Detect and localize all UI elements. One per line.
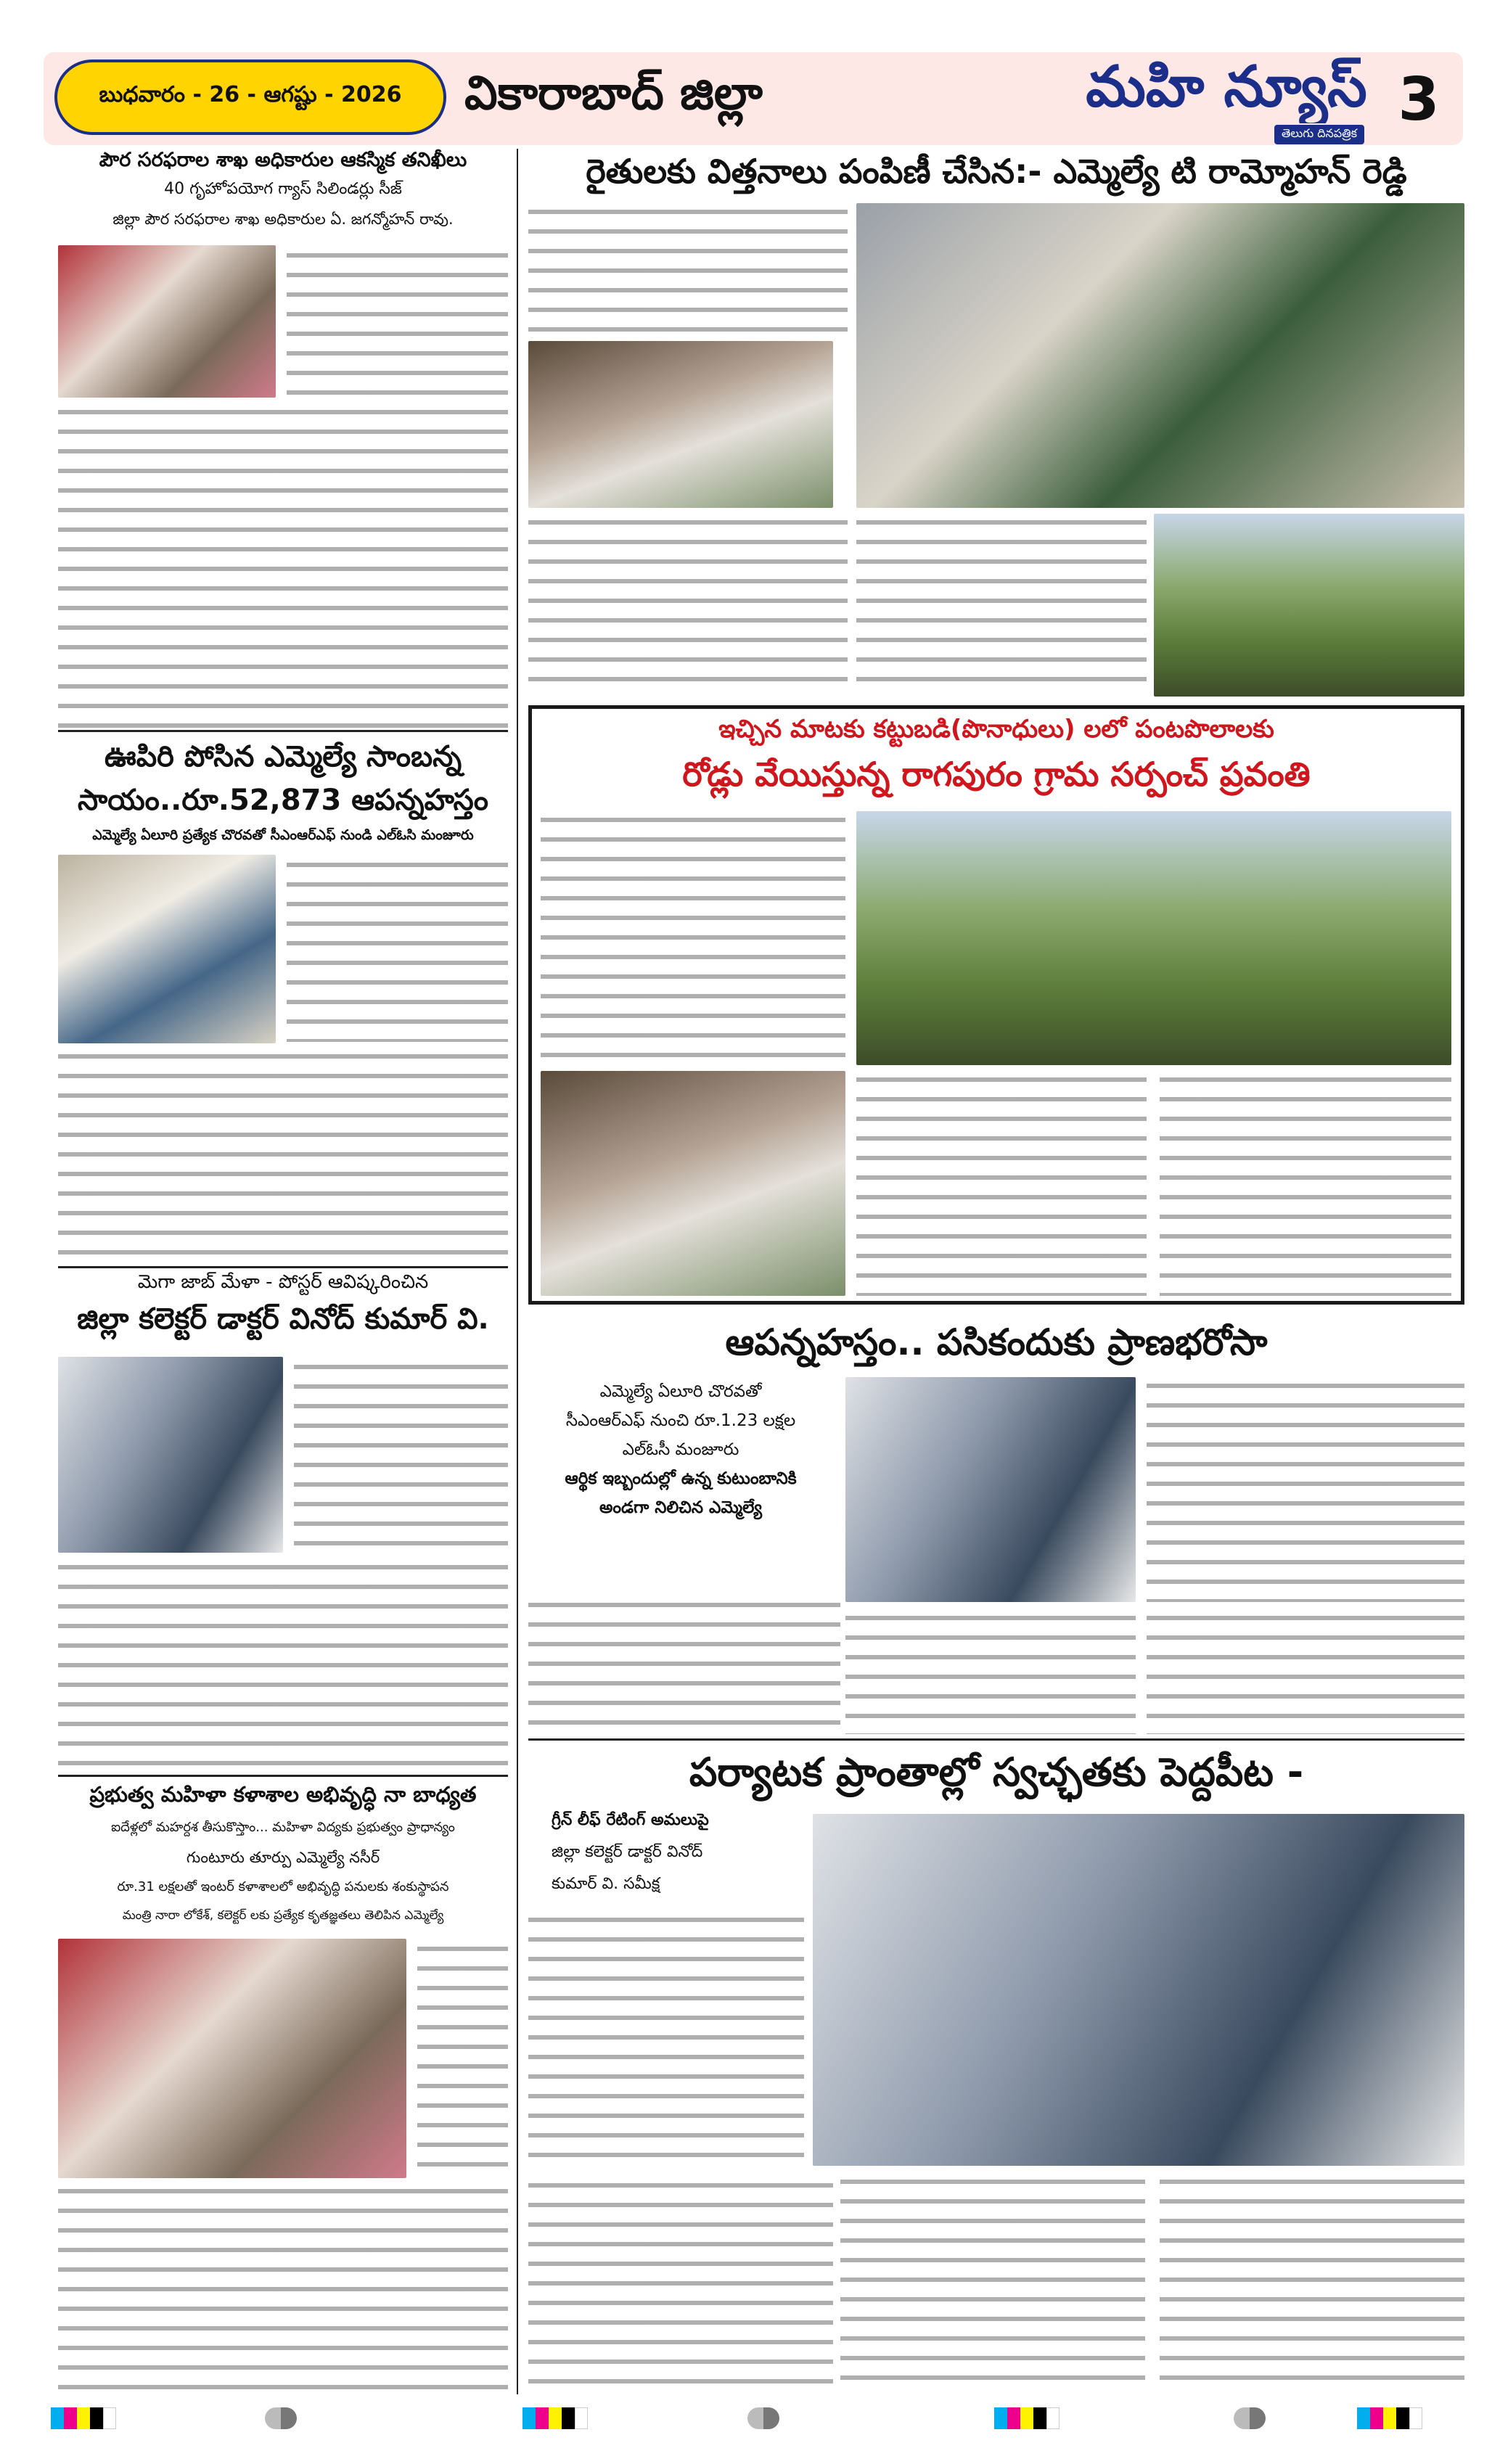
- divider: [528, 1738, 1464, 1741]
- child-sub3: ఎల్ఓసీ మంజూరు: [622, 1440, 739, 1459]
- seeds-text-1: [528, 514, 848, 697]
- page-number: 3: [1398, 65, 1440, 134]
- divider: [58, 730, 508, 732]
- roads-text-1: [856, 1071, 1147, 1296]
- cmrf-text-top: [287, 856, 508, 1042]
- civil-supplies-photo: [58, 245, 276, 398]
- tourism-text-3: [528, 2177, 833, 2394]
- civil-supplies-headline: పౌర సరఫరాల శాఖ అధికారుల ఆకస్మిక తనిఖీలు: [99, 149, 467, 171]
- child-photo: [845, 1377, 1136, 1602]
- child-text-2: [1147, 1377, 1464, 1602]
- tourism-sub3: కుమార్ వి. సమీక్ష: [552, 1875, 660, 1893]
- tourism-sub2: జిల్లా కలెక్టర్ డాక్టర్ వినోద్: [552, 1843, 703, 1861]
- job-mela-kicker: మెగా జాబ్ మేళా - పోస్టర్ ఆవిష్కరించిన: [137, 1271, 429, 1293]
- tourism-headline: పర్యాటక ప్రాంతాల్లో స్వచ్ఛతకు పెద్దపీట -: [689, 1749, 1304, 1795]
- tourism-sub1: గ్రీన్ లీఫ్ రేటింగ్ అమలుపై: [552, 1811, 709, 1829]
- civil-supplies-text: [58, 403, 508, 730]
- child-sub2: సీఎంఆర్ఎఫ్ నుంచి రూ.1.23 లక్షల: [565, 1411, 796, 1430]
- child-headline: ఆపన్నహస్తం.. పసికందుకు ప్రాణభరోసా: [725, 1321, 1268, 1363]
- seeds-text-2: [856, 514, 1147, 697]
- column-divider: [517, 149, 518, 2394]
- job-mela-text-top: [294, 1358, 508, 1553]
- child-sub5: అండగా నిలిచిన ఎమ్మెల్యే: [599, 1498, 762, 1517]
- newspaper-logo: [1081, 51, 1372, 149]
- seeds-text-top: [528, 203, 848, 334]
- women-college-sub2: గుంటూరు తూర్పు ఎమ్మెల్యే నసీర్: [186, 1849, 380, 1866]
- color-registration-bar: [522, 2407, 588, 2429]
- civil-supplies-sub2: జిల్లా పౌర సరఫరాల శాఖ అధికారుల ఏ. జగన్మోహన్ రావు.: [112, 210, 454, 228]
- women-college-photo: [58, 1939, 406, 2178]
- women-college-sub1: ఐదేళ్లలో మహర్దశ తీసుకొస్తాం... మహిళా విద్యకు ప్రభుత్వం ప్రాధాన్యం: [111, 1820, 455, 1835]
- registration-mark: [1234, 2407, 1266, 2429]
- roads-kicker: ఇచ్చిన మాటకు కట్టుబడి(పొనాధులు) లలో పంటపొలాలకు: [718, 715, 1274, 744]
- registration-mark: [265, 2407, 297, 2429]
- logo-tagline: తెలుగు దినపత్రిక: [1274, 125, 1364, 144]
- roads-text-top: [541, 811, 845, 1065]
- cmrf-headline: ఊపిరి పోసిన ఎమ్మెల్యే సాంబన్న: [104, 740, 462, 773]
- tourism-text-1: [840, 2173, 1145, 2394]
- child-text-4: [1147, 1609, 1464, 1734]
- color-registration-bar: [994, 2407, 1060, 2429]
- job-mela-headline: జిల్లా కలెక్టర్ డాక్టర్ వినోద్ కుమార్ వి.: [77, 1302, 489, 1336]
- issue-date: బుధవారం - 26 - ఆగష్టు - 2026: [54, 59, 446, 135]
- child-text-1: [528, 1596, 840, 1730]
- seeds-photo-3: [1154, 514, 1464, 697]
- district-name: వికారాబాద్ జిల్లా: [464, 66, 763, 120]
- civil-supplies-text-top: [287, 247, 508, 398]
- cmrf-sub: ఎమ్మెల్యే ఏలూరి ప్రత్యేక చొరవతో సీఎంఆర్ఎఫ్ నుండి ఎల్ఓసి మంజూరు: [92, 827, 474, 843]
- seeds-photo-2: [856, 203, 1464, 508]
- tourism-text-2: [1160, 2173, 1464, 2394]
- divider: [58, 1266, 508, 1268]
- women-college-sub4: మంత్రి నారా లోకేశ్, కలెక్టర్ లకు ప్రత్యేక కృతజ్ఞతలు తెలిపిన ఎమ్మెల్యే: [122, 1908, 444, 1923]
- child-sub1: ఎమ్మెల్యే ఏలూరి చొరవతో: [599, 1382, 762, 1401]
- roads-photo-1: [856, 811, 1451, 1065]
- women-college-text-top: [417, 1940, 508, 2178]
- women-college-text: [58, 2182, 508, 2394]
- cmrf-text: [58, 1048, 508, 1265]
- seeds-photo-1: [528, 341, 833, 508]
- tourism-text-top: [528, 1911, 804, 2172]
- roads-headline: రోడ్లు వేయిస్తున్న రాగపురం గ్రామ సర్పంచ్ ప్రవంతి: [682, 755, 1311, 794]
- cmrf-photo: [58, 855, 276, 1043]
- child-sub4: ఆర్థిక ఇబ్బందుల్లో ఉన్న కుటుంబానికి: [565, 1469, 797, 1488]
- women-college-sub3: రూ.31 లక్షలతో ఇంటర్ కళాశాలలో అభివృద్ధి పనులకు శంకుస్థాపన: [117, 1879, 449, 1894]
- cmrf-headline-2: సాయం..రూ.52,873 ఆపన్నహస్తం: [77, 784, 489, 817]
- child-subheads: [528, 1377, 833, 1595]
- logo-title: మహి న్యూస్: [1086, 54, 1367, 120]
- color-registration-bar: [1357, 2407, 1422, 2429]
- child-text-3: [845, 1609, 1136, 1734]
- registration-mark: [747, 2407, 779, 2429]
- women-college-headline: ప్రభుత్వ మహిళా కళాశాల అభివృద్ధి నా బాధ్యత: [89, 1782, 477, 1807]
- roads-photo-2: [541, 1071, 845, 1296]
- tourism-photo: [813, 1814, 1464, 2166]
- divider: [58, 1775, 508, 1777]
- job-mela-photo: [58, 1357, 283, 1553]
- seeds-headline: రైతులకు విత్తనాలు పంపిణీ చేసిన:- ఎమ్మెల్యే టి రామ్మోహన్ రెడ్డి: [586, 152, 1407, 191]
- job-mela-text: [58, 1559, 508, 1773]
- roads-text-2: [1160, 1071, 1451, 1296]
- civil-supplies-sub1: 40 గృహోపయోగ గ్యాస్ సిలిండర్లు సీజ్: [164, 180, 402, 198]
- color-registration-bar: [51, 2407, 116, 2429]
